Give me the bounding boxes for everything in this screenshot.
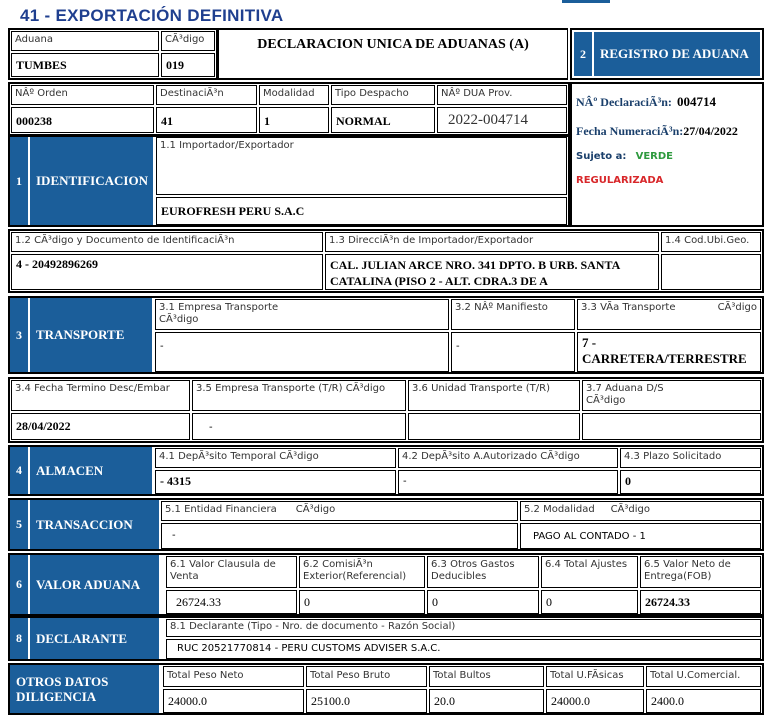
aduana-ds-label-cell bbox=[582, 380, 761, 411]
destinacion-value-cell bbox=[156, 107, 257, 133]
manifiesto-label-cell bbox=[451, 299, 575, 330]
modalidad-value-cell bbox=[259, 107, 329, 133]
valor-neto-label-cell bbox=[640, 556, 761, 588]
aduana-codigo-label: CÃ³digo bbox=[165, 34, 205, 45]
comercial-label: Total U.Comercial. bbox=[650, 670, 741, 681]
page-title: 41 - EXPORTACIÓN DEFINITIVA bbox=[20, 6, 284, 25]
registro-info-panel bbox=[570, 82, 764, 227]
fisicas-value-cell bbox=[546, 689, 644, 713]
ajustes-label: 6.4 Total Ajustes bbox=[545, 559, 628, 570]
bultos-label-cell bbox=[429, 666, 544, 687]
peso-bruto-label: Total Peso Bruto bbox=[310, 670, 391, 681]
modalidad-pago-value-cell bbox=[520, 523, 761, 549]
fecha-termino-label: 3.4 Fecha Termino Desc/Embar bbox=[15, 383, 170, 394]
declarante-tipo-value-cell bbox=[166, 639, 761, 659]
ubigeo-value-cell bbox=[661, 254, 761, 290]
importador-cell bbox=[156, 137, 567, 195]
codigo-doc-value-cell bbox=[11, 254, 323, 290]
clausula-value-cell bbox=[166, 590, 297, 614]
plazo-value: 0 bbox=[625, 474, 631, 488]
entidad-financiera-value-cell bbox=[161, 523, 518, 549]
bultos-value: 20.0 bbox=[434, 694, 455, 708]
codigo-doc-value: 4 - 20492896269 bbox=[16, 257, 98, 271]
manifiesto-label: 3.2 NÂº Manifiesto bbox=[455, 302, 548, 313]
declarante-tipo-label-cell bbox=[166, 619, 761, 637]
empresa-transporte-label-cell bbox=[155, 299, 449, 330]
comercial-value-cell bbox=[646, 689, 761, 713]
sujeto-value: VERDE bbox=[635, 151, 674, 162]
codigo-doc-label: 1.2 CÃ³digo y Documento de IdentificaciÃ³n bbox=[15, 235, 235, 246]
destinacion-value: 41 bbox=[161, 114, 173, 128]
almacen-number: 4 bbox=[10, 447, 28, 494]
modalidad-label-cell bbox=[259, 85, 329, 105]
ajustes-label-cell bbox=[541, 556, 638, 588]
despacho-value-cell bbox=[331, 107, 435, 133]
peso-neto-label-cell bbox=[163, 666, 304, 687]
orden-label: NÂº Orden bbox=[15, 88, 68, 99]
importador-value: EUROFRESH PERU S.A.C bbox=[161, 204, 305, 218]
peso-bruto-label-cell bbox=[306, 666, 427, 687]
modalidad-pago-label: 5.2 Modalidad CÃ³digo bbox=[524, 504, 651, 515]
comercial-value: 2400.0 bbox=[651, 694, 684, 708]
transporte-label: TRANSPORTE bbox=[30, 298, 152, 372]
modalidad-value: 1 bbox=[264, 114, 270, 128]
modalidad-pago-label-cell bbox=[520, 501, 761, 521]
aduana-label-cell bbox=[11, 31, 159, 51]
deposito-autorizado-value-cell bbox=[398, 470, 618, 494]
aduana-label: Aduana bbox=[15, 34, 53, 45]
via-transporte-label-row bbox=[578, 300, 760, 316]
ubigeo-value bbox=[662, 255, 760, 259]
empresa-tr-value-cell bbox=[192, 413, 406, 440]
dua-label-cell bbox=[437, 85, 567, 105]
via-transporte-value: 7 - CARRETERA/TERRESTRE bbox=[582, 335, 747, 366]
manifiesto-value: - bbox=[456, 341, 460, 352]
registro-label: REGISTRO DE ADUANA bbox=[594, 32, 760, 76]
fecha-numeracion-label: Fecha NumeraciÃ³n: bbox=[576, 124, 684, 138]
registro-header bbox=[570, 28, 764, 80]
comision-value-cell bbox=[299, 590, 425, 614]
valor-neto-value-cell bbox=[640, 590, 761, 614]
via-codigo-label: CÃ³digo bbox=[717, 302, 757, 313]
despacho-value: NORMAL bbox=[336, 114, 391, 128]
ajustes-value: 0 bbox=[546, 595, 552, 609]
otros-gastos-label: 6.3 Otros Gastos Deducibles bbox=[431, 559, 515, 582]
sujeto-label: Sujeto a: bbox=[576, 151, 627, 162]
entidad-financiera-value: - bbox=[172, 530, 176, 541]
estado-badge: REGULARIZADA bbox=[576, 175, 664, 186]
registro-number: 2 bbox=[574, 32, 592, 76]
fecha-numeracion-value: 27/04/2022 bbox=[683, 124, 738, 138]
empresa-tr-label: 3.5 Empresa Transporte (T/R) CÃ³digo bbox=[196, 383, 386, 394]
deposito-autorizado-value: - bbox=[403, 476, 407, 487]
deposito-temporal-label: 4.1 DepÃ³sito Temporal CÃ³digo bbox=[159, 451, 319, 462]
comision-label-cell bbox=[299, 556, 425, 588]
deposito-temporal-value-cell bbox=[155, 470, 396, 494]
transaccion-number: 5 bbox=[10, 500, 28, 549]
otros-gastos-value-cell bbox=[427, 590, 539, 614]
aduana-ds-value-cell bbox=[582, 413, 761, 440]
fisicas-value: 24000.0 bbox=[551, 694, 590, 708]
clausula-label-cell bbox=[166, 556, 297, 588]
ubigeo-label-cell bbox=[661, 232, 761, 252]
transporte-number: 3 bbox=[10, 298, 28, 372]
declarante-label: DECLARANTE bbox=[30, 618, 159, 659]
bultos-label: Total Bultos bbox=[433, 670, 491, 681]
direccion-value: CAL. JULIAN ARCE NRO. 341 DPTO. B URB. SANTA CATALINA (PISO 2 - ALT. CDRA.3 DE A bbox=[330, 258, 620, 288]
peso-neto-value-cell bbox=[163, 689, 304, 713]
unidad-tr-label: 3.6 Unidad Transporte (T/R) bbox=[412, 383, 551, 394]
aduana-codigo-label-cell bbox=[161, 31, 215, 51]
otros-datos-label: OTROS DATOS DILIGENCIA bbox=[10, 665, 159, 713]
declarante-tipo-value: RUC 20521770814 - PERU CUSTOMS ADVISER S.A.C. bbox=[177, 643, 441, 654]
sujeto-row bbox=[576, 151, 673, 162]
comision-label: 6.2 ComisiÃ³n Exterior(Referencial) bbox=[303, 559, 407, 582]
deposito-temporal-value: - 4315 bbox=[160, 474, 191, 488]
peso-bruto-value-cell bbox=[306, 689, 427, 713]
entidad-financiera-label-cell bbox=[161, 501, 518, 521]
peso-neto-label: Total Peso Neto bbox=[167, 670, 244, 681]
deposito-autorizado-label: 4.2 DepÃ³sito A.Autorizado CÃ³digo bbox=[402, 451, 580, 462]
peso-neto-value: 24000.0 bbox=[168, 694, 207, 708]
via-transporte-label-cell bbox=[577, 299, 761, 330]
importador-label: 1.1 Importador/Exportador bbox=[160, 140, 294, 151]
almacen-label: ALMACEN bbox=[30, 447, 152, 494]
aduana-codigo-value-cell bbox=[161, 53, 215, 77]
deposito-autorizado-label-cell bbox=[398, 448, 618, 468]
empresa-tr-label-cell bbox=[192, 380, 406, 411]
destinacion-label-cell bbox=[156, 85, 257, 105]
orden-value: 000238 bbox=[16, 114, 52, 128]
valor-neto-label: 6.5 Valor Neto de Entrega(FOB) bbox=[644, 559, 731, 582]
transaccion-label: TRANSACCION bbox=[30, 500, 159, 549]
codigo-doc-label-cell bbox=[11, 232, 323, 252]
declaracion-value: 004714 bbox=[676, 94, 716, 109]
aduana-ds-label: 3.7 Aduana D/S CÃ³digo bbox=[586, 383, 664, 406]
plazo-value-cell bbox=[620, 470, 761, 494]
otros-gastos-value: 0 bbox=[432, 595, 438, 609]
aduana-codigo-value: 019 bbox=[166, 58, 184, 72]
valor-aduana-label: VALOR ADUANA bbox=[30, 555, 159, 614]
declaracion-row bbox=[576, 91, 716, 110]
dua-value-cell bbox=[437, 107, 567, 133]
identificacion-number: 1 bbox=[10, 137, 28, 225]
bultos-value-cell bbox=[429, 689, 544, 713]
clausula-label: 6.1 Valor Clausula de Venta bbox=[170, 559, 276, 582]
comision-value: 0 bbox=[304, 595, 310, 609]
dua-value: 2022-004714 bbox=[448, 112, 528, 128]
otros-gastos-label-cell bbox=[427, 556, 539, 588]
empresa-transporte-value-cell bbox=[155, 332, 449, 372]
orden-value-cell bbox=[11, 107, 154, 133]
comercial-label-cell bbox=[646, 666, 761, 687]
ubigeo-label: 1.4 Cod.Ubi.Geo. bbox=[665, 235, 750, 246]
empresa-tr-value: - bbox=[209, 422, 213, 433]
plazo-label-cell bbox=[620, 448, 761, 468]
aduana-value: TUMBES bbox=[16, 58, 67, 72]
fisicas-label-cell bbox=[546, 666, 644, 687]
entidad-financiera-label: 5.1 Entidad Financiera CÃ³digo bbox=[165, 504, 336, 515]
declarante-number: 8 bbox=[10, 618, 28, 659]
doc-title-cell bbox=[218, 28, 568, 80]
direccion-value-cell bbox=[325, 254, 659, 290]
fecha-termino-label-cell bbox=[11, 380, 190, 411]
despacho-label-cell bbox=[331, 85, 435, 105]
direccion-label-cell bbox=[325, 232, 659, 252]
valor-neto-value: 26724.33 bbox=[645, 595, 690, 609]
via-transporte-label: 3.3 VÃa Transporte bbox=[581, 302, 676, 313]
destinacion-label: DestinaciÃ³n bbox=[160, 88, 224, 99]
plazo-label: 4.3 Plazo Solicitado bbox=[624, 451, 722, 462]
importador-value-cell bbox=[156, 197, 567, 225]
aduana-value-cell bbox=[11, 53, 159, 77]
unidad-tr-value-cell bbox=[408, 413, 580, 440]
empresa-transporte-label: 3.1 Empresa Transporte CÃ³digo bbox=[159, 302, 279, 325]
dua-label: NÂº DUA Prov. bbox=[441, 88, 513, 99]
manifiesto-value-cell bbox=[451, 332, 575, 372]
identificacion-label: IDENTIFICACION bbox=[30, 137, 153, 225]
declaracion-label: NÂº DeclaraciÃ³n: bbox=[576, 95, 672, 109]
via-transporte-value-cell bbox=[577, 332, 761, 372]
modalidad-label: Modalidad bbox=[263, 88, 315, 99]
modalidad-pago-value: PAGO AL CONTADO - 1 bbox=[533, 531, 646, 542]
unidad-tr-label-cell bbox=[408, 380, 580, 411]
clausula-value: 26724.33 bbox=[176, 595, 221, 609]
doc-title: DECLARACION UNICA DE ADUANAS (A) bbox=[257, 37, 529, 52]
valor-aduana-number: 6 bbox=[10, 555, 28, 614]
ajustes-value-cell bbox=[541, 590, 638, 614]
top-accent-bar bbox=[562, 0, 610, 3]
fecha-termino-value-cell bbox=[11, 413, 190, 440]
despacho-label: Tipo Despacho bbox=[335, 88, 409, 99]
fisicas-label: Total U.FÃsicas bbox=[550, 670, 624, 681]
fecha-numeracion-row bbox=[576, 120, 738, 139]
orden-label-cell bbox=[11, 85, 154, 105]
declarante-tipo-label: 8.1 Declarante (Tipo - Nro. de documento - Razón Social) bbox=[170, 621, 456, 632]
empresa-transporte-value: - bbox=[160, 341, 164, 352]
direccion-label: 1.3 DirecciÃ³n de Importador/Exportador bbox=[329, 235, 534, 246]
peso-bruto-value: 25100.0 bbox=[311, 694, 350, 708]
deposito-temporal-label-cell bbox=[155, 448, 396, 468]
fecha-termino-value: 28/04/2022 bbox=[16, 419, 71, 433]
